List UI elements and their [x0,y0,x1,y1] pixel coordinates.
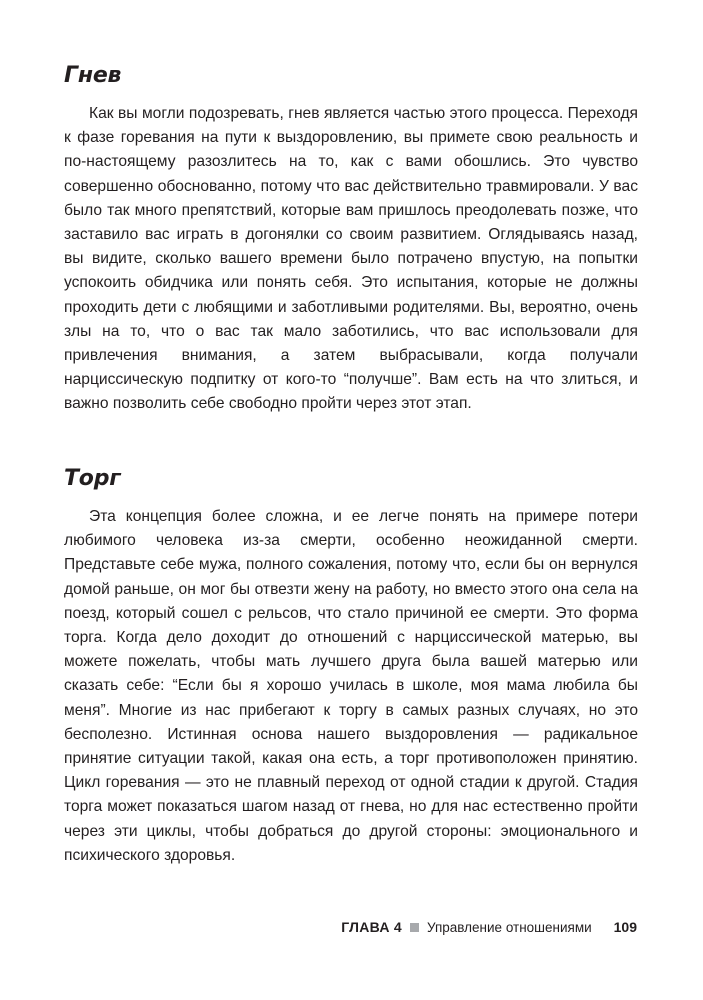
page-footer [341,916,637,938]
chapter-label: ГЛАВА 4 [341,919,403,935]
section-bargaining [64,465,638,868]
section-heading: Торг [64,466,121,491]
section-heading: Гнев [64,63,122,88]
chapter-title: Управление отношениями [427,919,592,935]
section-paragraph: Эта концепция более сложна, и ее легче понять на примере потери любимого человека из-за смерти, особенно неожиданной смерти. Представьте себе мужа, полного сожаления, потому что, если бы он вернулся домой раньше, он мог бы отвезти жену на работу, но вместо этого она села на поезд, который сошел с рельсов, что стало причиной ее смерти. Это форма торга. Когда дело доходит до отношений с нарциссической матерью, вы можете пожелать, чтобы мать лучшего друга была вашей матерью или сказать себе: “Если бы я хорошо училась в школе, моя мама любила бы меня”. Многие из нас прибегают к торгу в самых разных случаях, но это бесполезно. Истинная основа нашего выздоровления — радикальное принятие ситуации такой, какая она есть, а торг противоположен принятию. Цикл горевания — это не плавный переход от одной стадии к другой. Стадия торга может показаться шагом назад от гнева, но для нас естественно пройти через эти циклы, чтобы добраться до другой стороны: эмоционального и психического здоровья. [64,508,638,864]
square-separator-icon [410,923,419,932]
section-anger [64,62,638,417]
page-number: 109 [613,919,637,935]
section-paragraph: Как вы могли подозревать, гнев является частью этого процесса. Переходя к фазе горевания на пути к выздоровлению, вы примете свою реальность и по-настоящему разозлитесь на то, как с вами обошлись. Это чувство совершенно обоснованно, потому что вас действительно травмировали. У вас было так много препятствий, которые вам пришлось преодолевать позже, что заставило вас играть в догонялки со своим развитием. Оглядываясь назад, вы видите, сколько вашего времени было потрачено впустую, на попытки успокоить обидчика или понять себя. Это испытания, которые не должны проходить дети с любящими и заботливыми родителями. Вы, вероятно, очень злы на то, что о вас так мало заботились, что вас использовали для привлечения внимания, а затем выбрасывали, когда получали нарциссическую подпитку от кого-то “получше”. Вам есть на что злиться, и важно позволить себе свободно пройти через этот этап. [64,105,638,413]
